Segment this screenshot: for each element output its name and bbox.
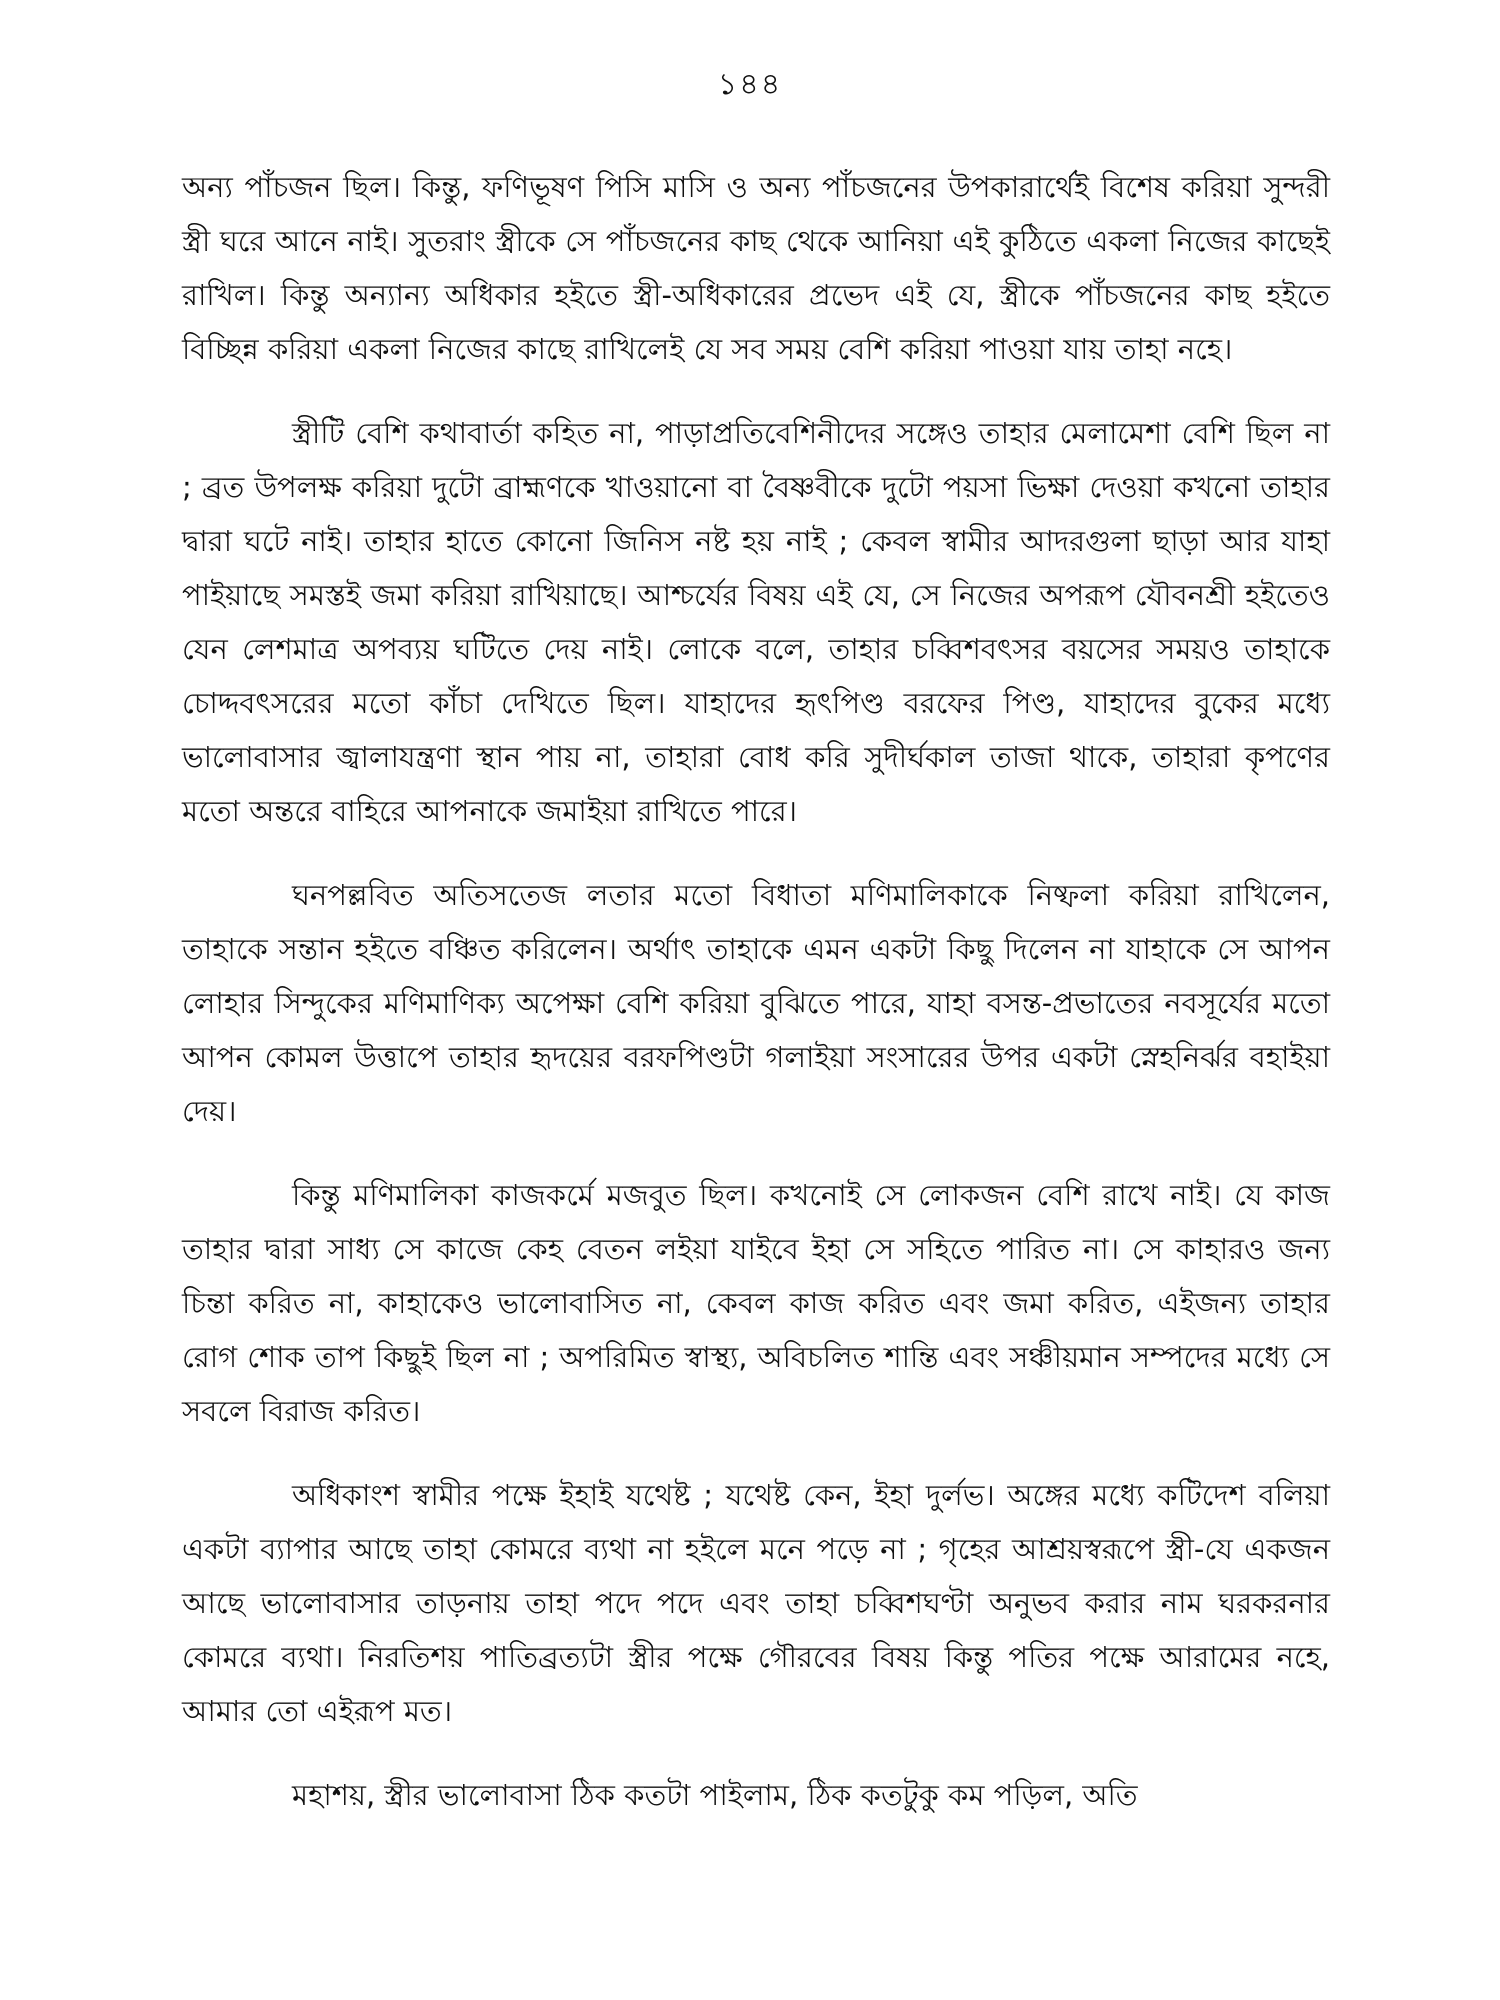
page-number: ১৪৪: [717, 67, 783, 102]
paragraph-4: কিন্তু মণিমালিকা কাজকর্মে মজবুত ছিল। কখনোই সে লোকজন বেশি রাখে নাই। যে কাজ তাহার দ্বারা সাধ্য সে কাজে কেহ বেতন লইয়া যাইবে ইহা সে সহিতে পারিত না। সে কাহারও জন্য চিন্তা করিত না, কাহাকেও ভালোবাসিত না, কেবল কাজ করিত এবং জমা করিত, এইজন্য তাহার রোগ শোক তাপ কিছুই ছিল না ; অপরিমিত স্বাস্থ্য, অবিচলিত শান্তি এবং সঞ্চীয়মান সম্পদের মধ্যে সে সবলে বিরাজ করিত।: [182, 1178, 1330, 1428]
paragraph-6: মহাশয়, স্ত্রীর ভালোবাসা ঠিক কতটা পাইলাম, ঠিক কতটুকু কম পড়িল, অতি: [292, 1778, 1138, 1812]
body-text: [182, 160, 1330, 1822]
paragraph-2: স্ত্রীটি বেশি কথাবার্তা কহিত না, পাড়াপ্রতিবেশিনীদের সঙ্গেও তাহার মেলামেশা বেশি ছিল না ; ব্রত উপলক্ষ করিয়া দুটো ব্রাহ্মণকে খাওয়ানো বা বৈষ্ণবীকে দুটো পয়সা ভিক্ষা দেওয়া কখনো তাহার দ্বারা ঘটে নাই। তাহার হাতে কোনো জিনিস নষ্ট হয় নাই ; কেবল স্বামীর আদরগুলা ছাড়া আর যাহা পাইয়াছে সমস্তই জমা করিয়া রাখিয়াছে। আশ্চর্যের বিষয় এই যে, সে নিজের অপরূপ যৌবনশ্রী হইতেও যেন লেশমাত্র অপব্যয় ঘটিতে দেয় নাই। লোকে বলে, তাহার চব্বিশবৎসর বয়সের সময়ও তাহাকে চোদ্দবৎসরের মতো কাঁচা দেখিতে ছিল। যাহাদের হৃৎপিণ্ড বরফের পিণ্ড, যাহাদের বুকের মধ্যে ভালোবাসার জ্বালাযন্ত্রণা স্থান পায় না, তাহারা বোধ করি সুদীর্ঘকাল তাজা থাকে, তাহারা কৃপণের মতো অন্তরে বাহিরে আপনাকে জমাইয়া রাখিতে পারে।: [182, 416, 1330, 828]
paragraph-1: অন্য পাঁচজন ছিল। কিন্তু, ফণিভূষণ পিসি মাসি ও অন্য পাঁচজনের উপকারার্থেই বিশেষ করিয়া সুন্দরী স্ত্রী ঘরে আনে নাই। সুতরাং স্ত্রীকে সে পাঁচজনের কাছ থেকে আনিয়া এই কুঠিতে একলা নিজের কাছেই রাখিল। কিন্তু অন্যান্য অধিকার হইতে স্ত্রী-অধিকারের প্রভেদ এই যে, স্ত্রীকে পাঁচজনের কাছ হইতে বিচ্ছিন্ন করিয়া একলা নিজের কাছে রাখিলেই যে সব সময় বেশি করিয়া পাওয়া যায় তাহা নহে।: [182, 170, 1330, 366]
paragraph-3: ঘনপল্লবিত অতিসতেজ লতার মতো বিধাতা মণিমালিকাকে নিষ্ফলা করিয়া রাখিলেন, তাহাকে সন্তান হইতে বঞ্চিত করিলেন। অর্থাৎ তাহাকে এমন একটা কিছু দিলেন না যাহাকে সে আপন লোহার সিন্দুকের মণিমাণিক্য অপেক্ষা বেশি করিয়া বুঝিতে পারে, যাহা বসন্ত-প্রভাতের নবসূর্যের মতো আপন কোমল উত্তাপে তাহার হৃদয়ের বরফপিণ্ডটা গলাইয়া সংসারের উপর একটা স্নেহনির্ঝর বহাইয়া দেয়।: [182, 878, 1330, 1128]
paragraph-5: অধিকাংশ স্বামীর পক্ষে ইহাই যথেষ্ট ; যথেষ্ট কেন, ইহা দুর্লভ। অঙ্গের মধ্যে কটিদেশ বলিয়া একটা ব্যাপার আছে তাহা কোমরে ব্যথা না হইলে মনে পড়ে না ; গৃহের আশ্রয়স্বরূপে স্ত্রী-যে একজন আছে ভালোবাসার তাড়নায় তাহা পদে পদে এবং তাহা চব্বিশঘণ্টা অনুভব করার নাম ঘরকরনার কোমরে ব্যথা। নিরতিশয় পাতিব্রত্যটা স্ত্রীর পক্ষে গৌরবের বিষয় কিন্তু পতির পক্ষে আরামের নহে, আমার তো এইরূপ মত।: [182, 1478, 1330, 1728]
